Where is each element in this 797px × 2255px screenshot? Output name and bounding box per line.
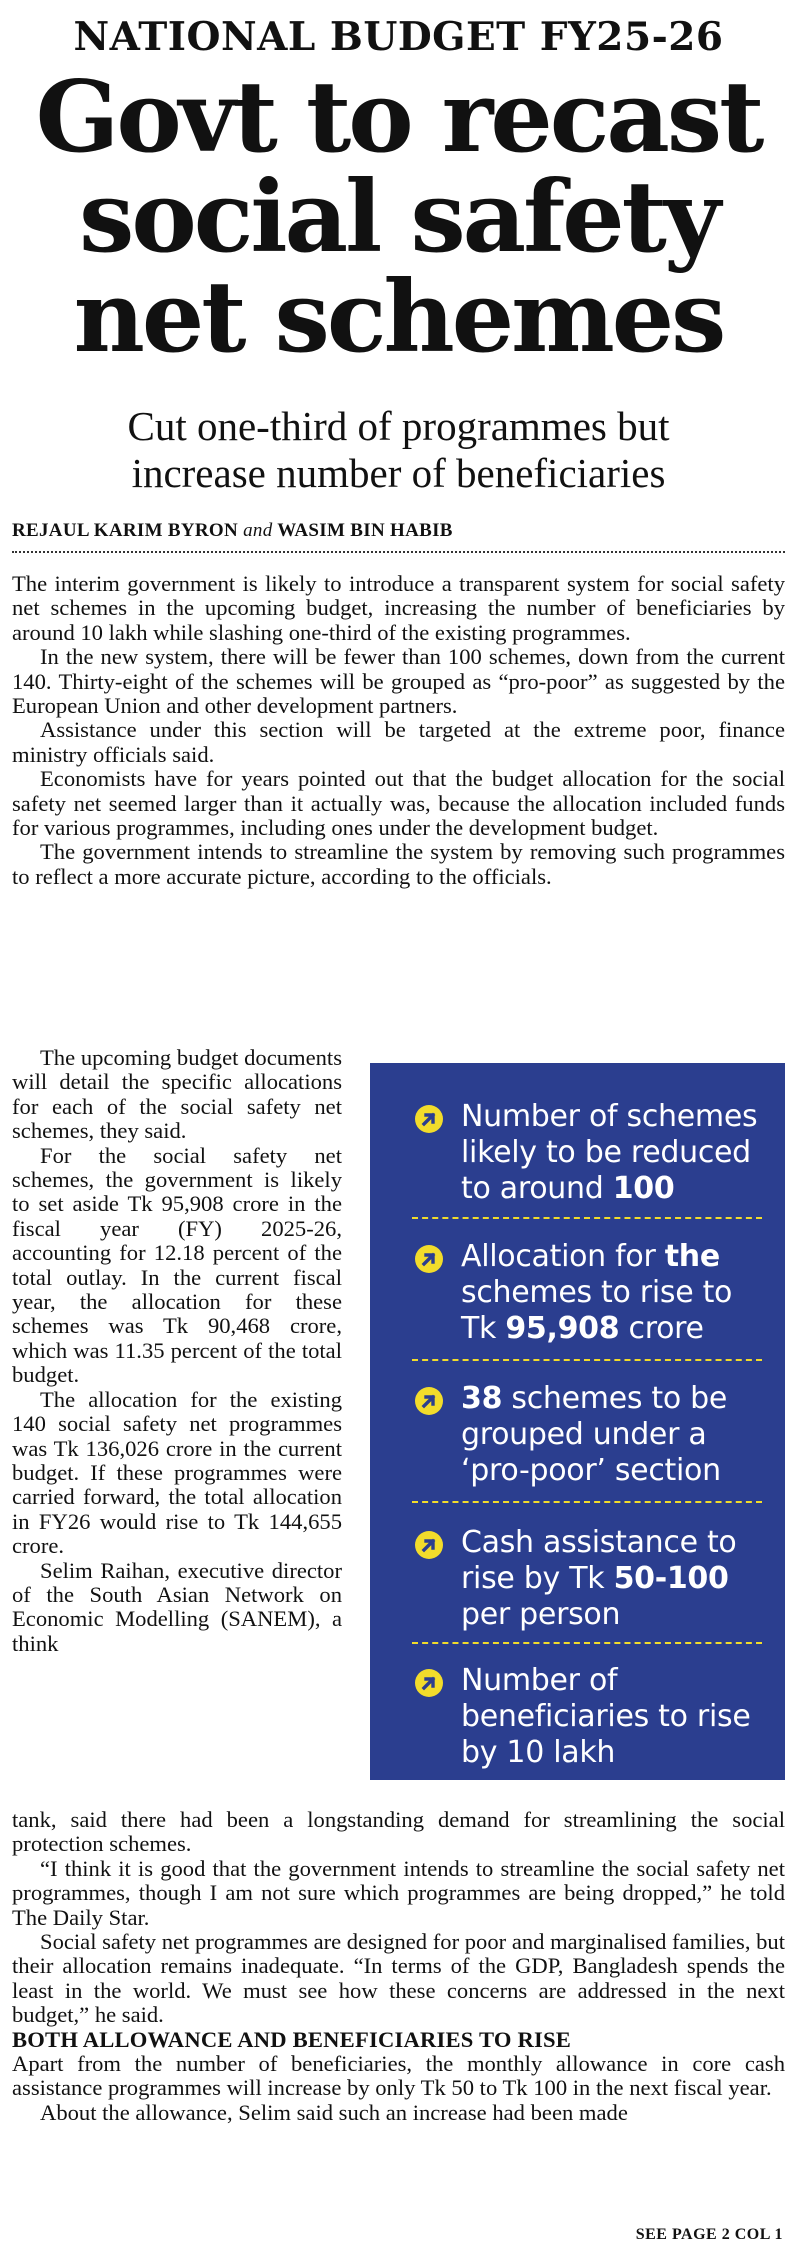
fact-text: Number of beneficiaries to rise by 10 lakh [461,1663,751,1770]
fact-text: Number of schemes likely to be reduced to around 100 [461,1099,758,1206]
author-name: WASIM BIN HABIB [277,520,453,541]
article-body-bottom [12,1808,785,2125]
article-paragraph: Apart from the number of beneficiaries, the monthly allowance in core cash assistance programmes will increase by only Tk 50 to Tk 100 in the next fiscal year. [12,2051,785,2101]
arrow-up-right-icon [415,1245,443,1273]
subheadline-line: Cut one-third of programmes but [127,403,670,449]
fact-text: 38 schemes to be grouped under a ‘pro-poor’ section [461,1381,728,1488]
fact-divider [412,1359,762,1361]
article-paragraph: In the new system, there will be fewer than 100 schemes, down from the current 140. Thirty-eight of the schemes will be grouped as “pro-poor” as suggested by the European Union and other development partners. [12,644,785,719]
article-paragraph: The government intends to streamline the system by removing such programmes to reflect a more accurate picture, according to the officials. [12,839,785,889]
headline-line: net schemes [73,260,724,375]
headline-line: social safety [79,160,718,275]
fact-text: Cash assistance to rise by Tk 50-100 per person [461,1525,737,1632]
article-paragraph: About the allowance, Selim said such an increase had been made [40,2099,628,2125]
subheadline [0,403,797,497]
article-paragraph: The interim government is likely to introduce a transparent system for social safety net schemes in the upcoming budget, increasing the number of beneficiaries by around 10 lakh while slashing one-third of the existing programmes. [12,571,785,645]
section-kicker: NATIONAL BUDGET FY25-26 [73,14,724,60]
article-paragraph: Assistance under this section will be targeted at the extreme poor, finance ministry officials said. [12,717,785,767]
fact-divider [412,1217,762,1219]
article-paragraph: The allocation for the existing 140 social safety net programmes was Tk 136,026 crore in the current budget. If these programmes were carried forward, the total allocation in FY26 would rise to Tk 144,655 crore. [12,1386,342,1559]
arrow-up-right-icon [415,1387,443,1415]
arrow-up-right-icon [415,1531,443,1559]
headline [0,60,797,375]
article-paragraph: The upcoming budget documents will detail the specific allocations for each of the social safety net schemes, they said. [12,1045,342,1144]
fact-text: Allocation for the schemes to rise to Tk 95,908 crore [461,1239,733,1346]
article-paragraph: “I think it is good that the government intends to streamline the social safety net programmes, though I am not sure which programmes are being dropped,” he told The Daily Star. [12,1855,785,1930]
author-name: REJAUL KARIM BYRON [12,520,239,541]
article-body-top [12,572,785,889]
section-heading: BOTH ALLOWANCE AND BENEFICIARIES TO RISE [12,2026,571,2052]
continuation-reference: SEE PAGE 2 COL 1 [635,2226,783,2243]
arrow-up-right-icon [415,1669,443,1697]
fact-divider [412,1501,762,1503]
headline-line: Govt to recast [35,60,762,175]
article-paragraph: Social safety net programmes are designed for poor and marginalised families, but their allocation remains inadequate. “In terms of the GDP, Bangladesh spends the least in the world. We must see how these concerns are addressed in the next budget,” he said. [12,1929,785,2028]
article-paragraph: tank, said there had been a longstanding demand for streamlining the social protection schemes. [12,1807,785,1857]
article-paragraph: Economists have for years pointed out that the budget allocation for the social safety net seemed larger than it actually was, because the allocation included funds for various programmes, including ones under the development budget. [12,766,785,841]
byline-divider [12,551,785,553]
article-column [12,1046,342,1656]
arrow-up-right-icon [415,1105,443,1133]
byline-conjunction: and [243,520,273,541]
article-paragraph: Selim Raihan, executive director of the South Asian Network on Economic Modelling (SANEM), a think [12,1557,342,1656]
article-paragraph: For the social safety net schemes, the government is likely to set aside Tk 95,908 crore in the fiscal year (FY) 2025-26, accounting for 12.18 percent of the total outlay. In the current fiscal year, the allocation for these schemes was Tk 90,468 crore, which was 11.35 percent of the total budget. [12,1142,342,1388]
key-facts-box [370,1063,785,1780]
subheadline-line: increase number of beneficiaries [131,450,666,496]
byline [12,520,453,542]
fact-divider [412,1642,762,1644]
